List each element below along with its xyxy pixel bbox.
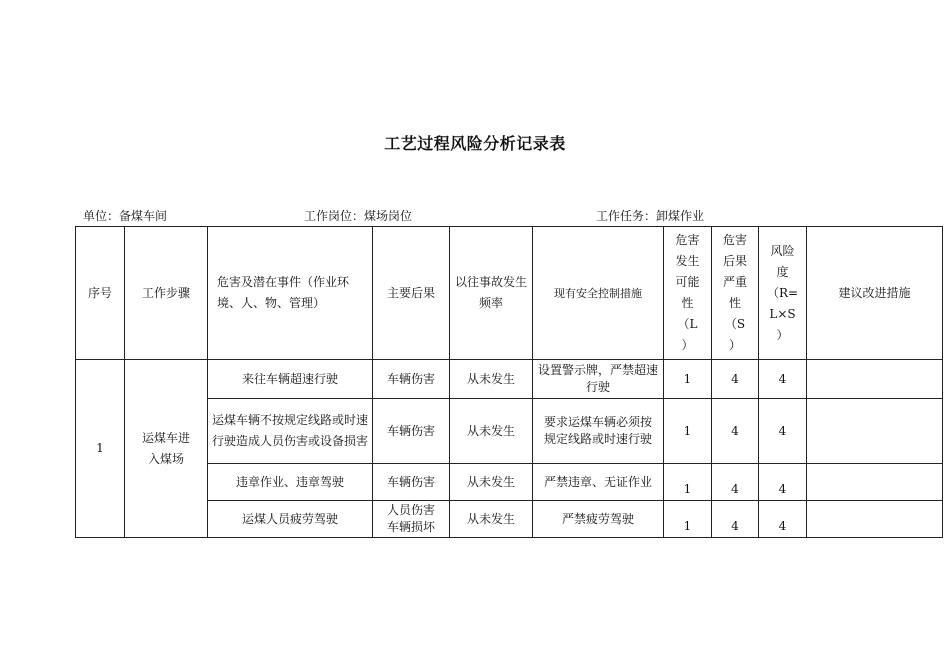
risk-cell: 4 [759,501,807,538]
consequence-cell: 车辆伤害 [373,464,450,501]
header-consequence: 主要后果 [373,227,450,360]
controls-cell: 严禁疲劳驾驶 [533,501,664,538]
header-row [76,227,943,360]
header-suggest: 建议改进措施 [807,227,943,360]
header-hazard: 危害及潜在事件（作业环境、人、物、管理） [208,227,373,360]
consequence-cell: 车辆伤害 [373,399,450,464]
severity-cell: 4 [712,501,759,538]
header-risk-line: L×S [769,306,796,321]
controls-cell: 要求运煤车辆必须按规定线路或时速行驶 [533,399,664,464]
frequency-cell: 从未发生 [450,464,533,501]
document-title: 工艺过程风险分析记录表 [384,134,566,153]
severity-cell: 4 [712,464,759,501]
header-likelihood-line: 性 [681,296,694,310]
header-frequency: 以往事故发生频率 [450,227,533,360]
header-severity-line: 严重 [722,275,747,289]
frequency-cell: 从未发生 [450,360,533,399]
hazard-cell: 违章作业、违章驾驶 [208,464,373,501]
header-step: 工作步骤 [125,227,208,360]
severity-cell: 4 [712,399,759,464]
controls-cell: 设置警示牌，严禁超速行驶 [533,360,664,399]
risk-cell: 4 [759,360,807,399]
consequence-cell: 人员伤害 车辆损坏 [373,501,450,538]
header-risk-line: ） [776,327,789,342]
severity-cell: 4 [712,360,759,399]
controls-cell: 严禁违章、无证作业 [533,464,664,501]
header-severity-line: 性 [728,296,741,310]
suggest-cell [807,464,943,501]
hazard-cell: 运煤人员疲劳驾驶 [208,501,373,538]
header-likelihood-line: 危害 [675,233,700,247]
header-risk-line: 风险 [770,243,795,258]
header-seq: 序号 [76,227,125,360]
header-severity-line: ） [728,338,741,352]
header-likelihood-line: ） [681,338,694,352]
suggest-cell [807,501,943,538]
hazard-cell: 运煤车辆不按规定线路或时速行驶造成人员伤害或设备损害 [208,399,373,464]
likelihood-cell: 1 [664,360,712,399]
group-seq: 1 [76,360,125,538]
header-severity-line: （S [724,317,746,331]
suggest-cell [807,360,943,399]
risk-cell: 4 [759,399,807,464]
frequency-cell: 从未发生 [450,399,533,464]
likelihood-cell: 1 [664,501,712,538]
header-likelihood [664,227,712,360]
header-likelihood-line: 可能 [675,275,700,289]
suggest-cell [807,399,943,464]
post-label: 工作岗位：煤场岗位 [304,209,413,223]
hazard-cell: 来往车辆超速行驶 [208,360,373,399]
likelihood-cell: 1 [664,464,712,501]
task-label: 工作任务：卸煤作业 [596,209,705,223]
header-likelihood-line: （L [677,317,698,331]
group-step: 运煤车进入煤场 [125,360,208,538]
header-risk-line: 度 [776,264,789,279]
risk-cell: 4 [759,464,807,501]
header-risk [759,227,807,360]
table-row [76,360,943,399]
risk-analysis-table [75,226,943,538]
consequence-cell: 车辆伤害 [373,360,450,399]
frequency-cell: 从未发生 [450,501,533,538]
header-risk-line: （R= [766,285,799,300]
header-severity-line: 后果 [722,254,747,268]
header-controls: 现有安全控制措施 [533,227,664,360]
likelihood-cell: 1 [664,399,712,464]
header-likelihood-line: 发生 [675,254,700,268]
unit-label: 单位：备煤车间 [83,209,168,223]
header-severity-line: 危害 [722,233,747,247]
header-severity [712,227,759,360]
